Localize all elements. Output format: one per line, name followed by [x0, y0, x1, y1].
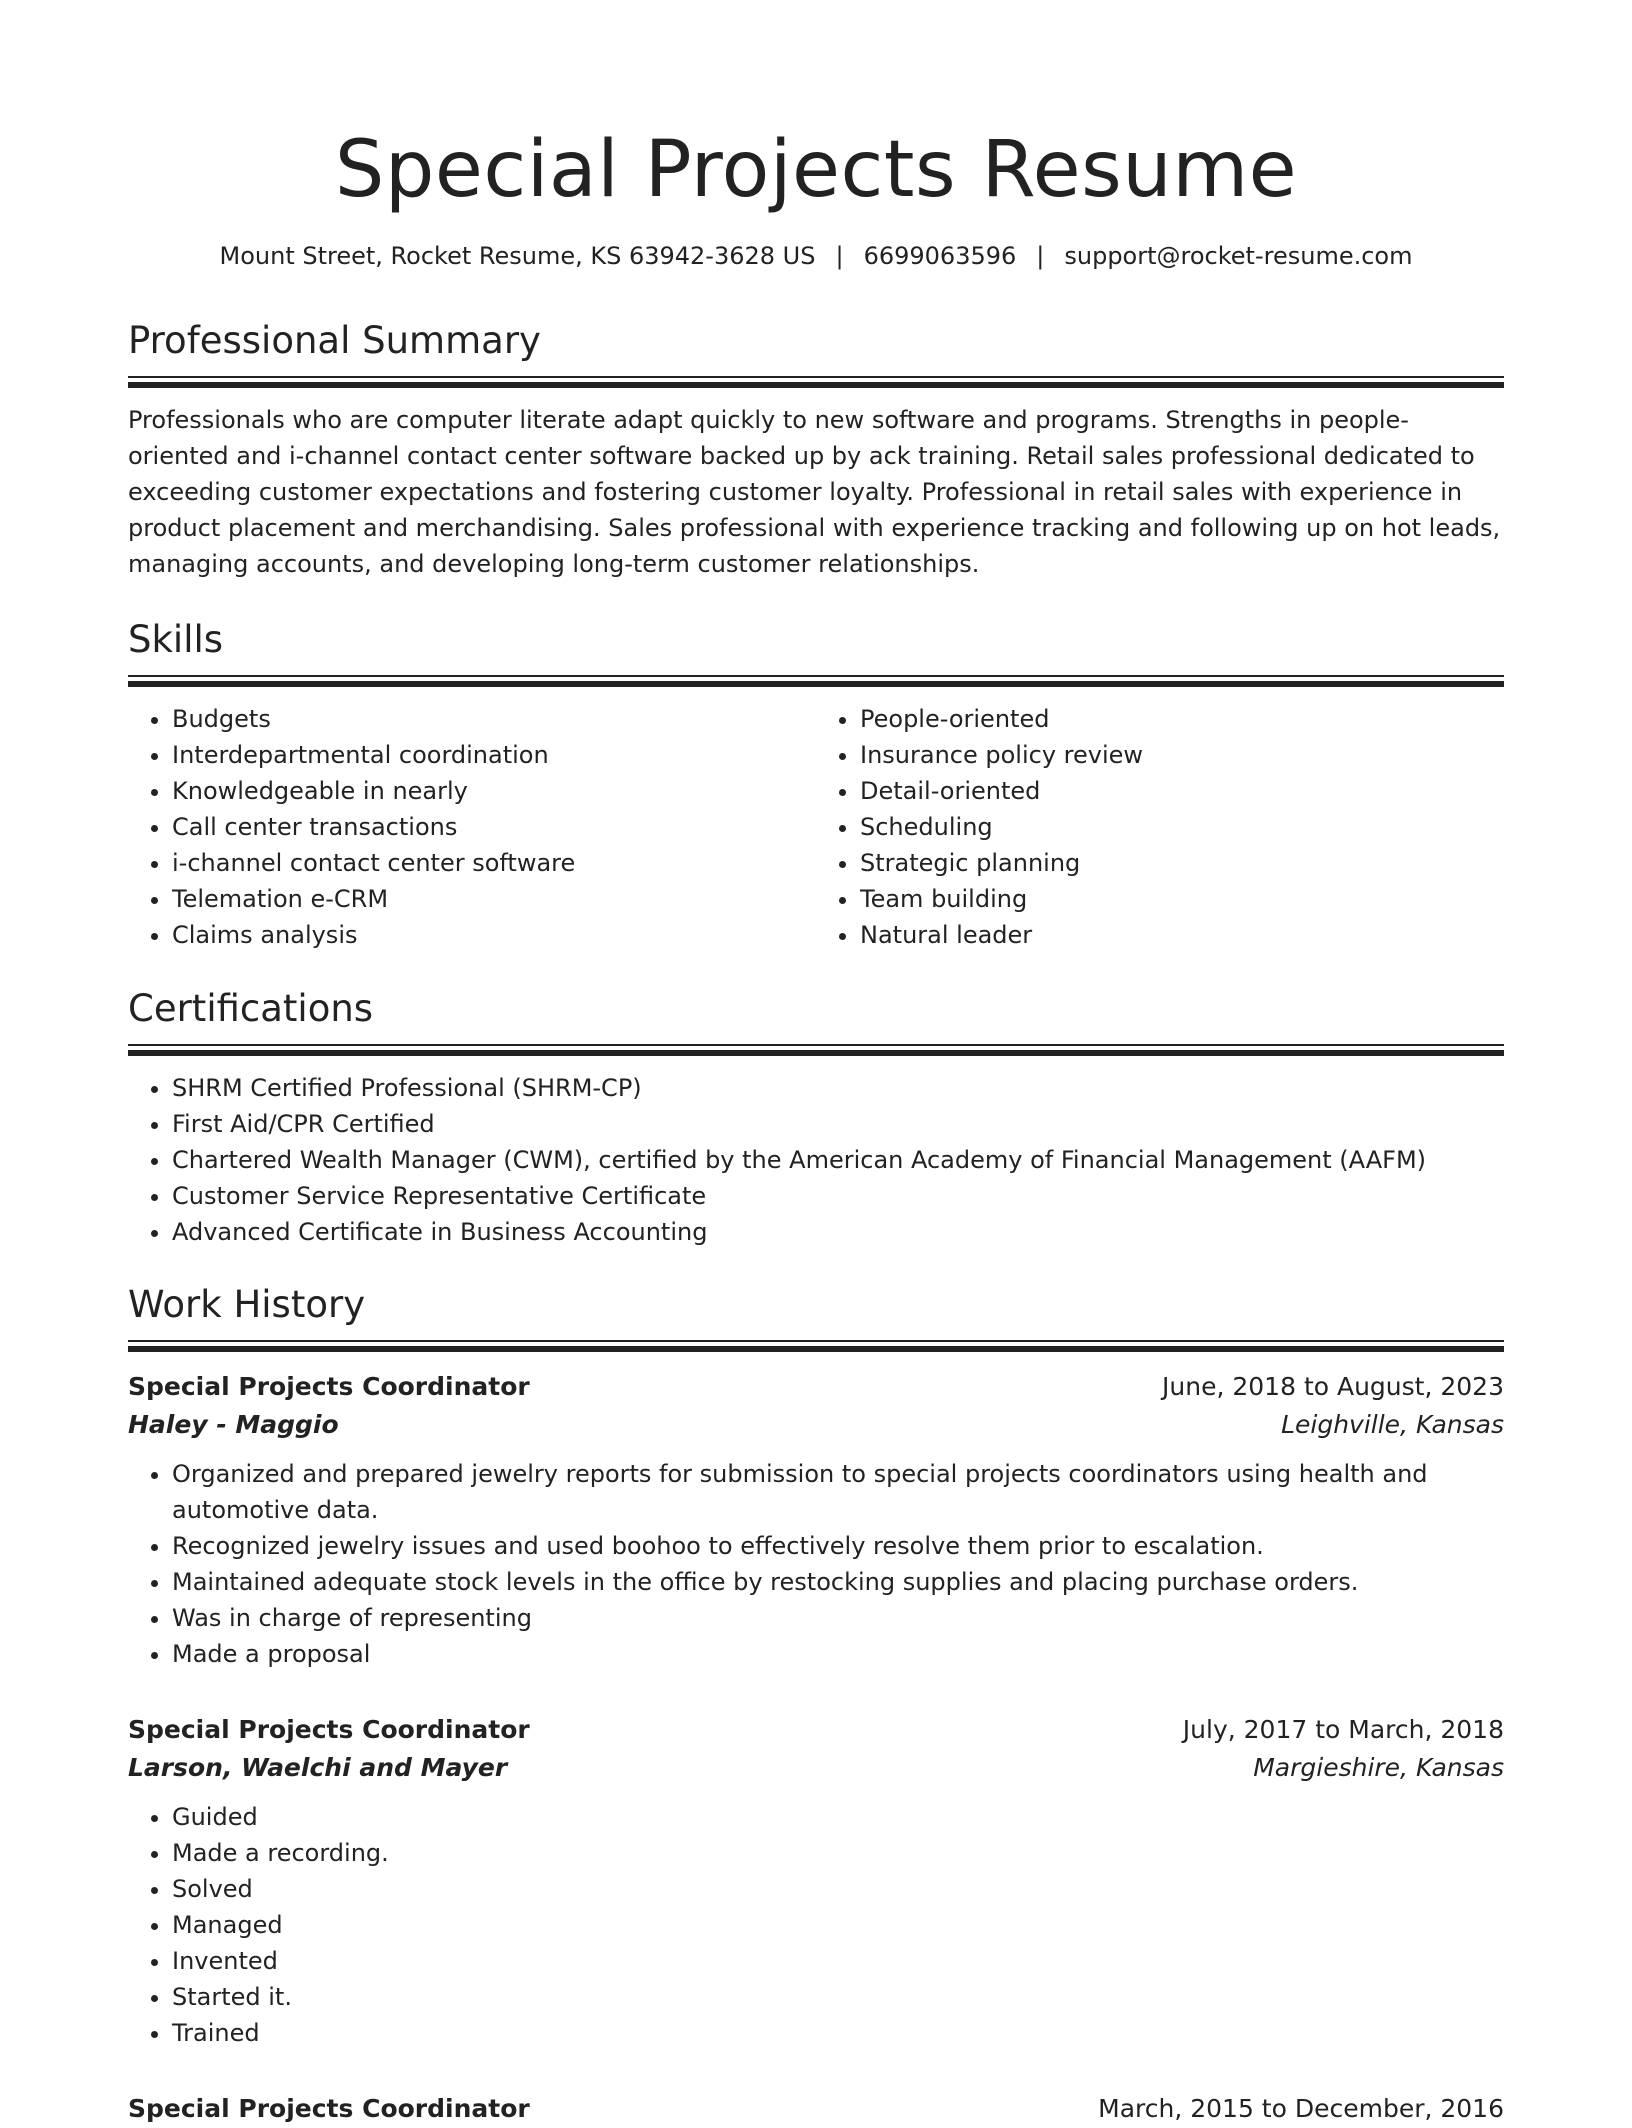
section-title-skills: Skills — [128, 618, 224, 661]
job-location: Leighville, Kansas — [1281, 1410, 1504, 1439]
skill-item: • Call center transactions — [172, 809, 816, 845]
section-divider — [128, 1340, 1504, 1352]
job-bullets — [128, 1799, 1504, 2051]
skill-item: • People-oriented — [860, 701, 1504, 737]
skill-item: • i-channel contact center software — [172, 845, 816, 881]
job-bullet: • Solved — [172, 1871, 1504, 1907]
certification-item: • Customer Service Representative Certificate — [172, 1178, 1504, 1214]
certification-item: • SHRM Certified Professional (SHRM-CP) — [172, 1070, 1504, 1106]
job-bullet: • Started it. — [172, 1979, 1504, 2015]
skills-list-left — [128, 701, 816, 953]
job-header — [128, 2090, 1504, 2128]
certification-item: • Chartered Wealth Manager (CWM), certified by the American Academy of Financial Management (AAFM) — [172, 1142, 1504, 1178]
skill-item: • Detail-oriented — [860, 773, 1504, 809]
job-bullet: • Recognized jewelry issues and used boohoo to effectively resolve them prior to escalation. — [172, 1528, 1504, 1564]
job-dates: June, 2018 to August, 2023 — [1162, 1372, 1504, 1401]
job-entry — [128, 1368, 1504, 1672]
section-title-summary: Professional Summary — [128, 319, 541, 362]
job-dates: March, 2015 to December, 2016 — [1098, 2094, 1504, 2123]
skill-item: • Interdepartmental coordination — [172, 737, 816, 773]
job-dates: July, 2017 to March, 2018 — [1182, 1715, 1504, 1744]
job-bullet: • Guided — [172, 1799, 1504, 1835]
contact-line — [0, 240, 1632, 272]
section-title-work-history: Work History — [128, 1283, 366, 1326]
skills-section — [128, 617, 1504, 953]
job-title: Special Projects Coordinator — [128, 1715, 530, 1744]
certifications-list — [128, 1070, 1504, 1250]
section-divider — [128, 675, 1504, 687]
section-divider — [128, 376, 1504, 388]
section-title-certifications: Certifications — [128, 987, 374, 1030]
certification-item: • First Aid/CPR Certified — [172, 1106, 1504, 1142]
skill-item: • Natural leader — [860, 917, 1504, 953]
certification-item: • Advanced Certificate in Business Accounting — [172, 1214, 1504, 1250]
work-history-section — [128, 1282, 1504, 1352]
job-company: Larson, Waelchi and Mayer — [128, 1753, 508, 1782]
resume-name: Special Projects Resume — [334, 125, 1298, 215]
skills-list-right — [816, 701, 1504, 953]
skill-item: • Claims analysis — [172, 917, 816, 953]
section-divider — [128, 1044, 1504, 1056]
skill-item: • Knowledgeable in nearly — [172, 773, 816, 809]
job-subheader — [128, 1749, 1504, 1787]
skill-item: • Scheduling — [860, 809, 1504, 845]
job-title: Special Projects Coordinator — [128, 2094, 530, 2123]
job-bullet: • Invented — [172, 1943, 1504, 1979]
job-bullet: • Made a proposal — [172, 1636, 1504, 1672]
job-company: Haley - Maggio — [128, 1410, 339, 1439]
contact-address: Mount Street, Rocket Resume, KS 63942-3628 US — [219, 242, 816, 270]
job-bullet: • Made a recording. — [172, 1835, 1504, 1871]
skill-item: • Team building — [860, 881, 1504, 917]
summary-text: Professionals who are computer literate adapt quickly to new software and programs. Strengths in people-oriented and i-channel contact center software backed up by ack training. Retail sales professional dedicated to exceeding customer expectations and fostering customer loyalty. Professional in retail sales with experience in product placement and merchandising. Sales professional with experience tracking and following up on hot leads, managing accounts, and developing long-term customer relationships. — [128, 406, 1501, 578]
job-bullet: • Managed — [172, 1907, 1504, 1943]
certifications-section — [128, 986, 1504, 1250]
skill-item: • Budgets — [172, 701, 816, 737]
job-title: Special Projects Coordinator — [128, 1372, 530, 1401]
job-header — [128, 1368, 1504, 1406]
job-bullet: • Maintained adequate stock levels in the office by restocking supplies and placing purchase orders. — [172, 1564, 1504, 1600]
contact-email: support@rocket-resume.com — [1064, 242, 1413, 270]
job-entry — [128, 2090, 1504, 2128]
resume-header — [0, 118, 1632, 272]
skill-item: • Telemation e-CRM — [172, 881, 816, 917]
job-bullet: • Trained — [172, 2015, 1504, 2051]
skills-columns — [128, 701, 1504, 953]
job-subheader — [128, 1406, 1504, 1444]
job-header — [128, 1711, 1504, 1749]
job-entry — [128, 1711, 1504, 2051]
summary-section — [128, 318, 1504, 582]
contact-separator: | — [1036, 242, 1045, 270]
job-bullets — [128, 1456, 1504, 1672]
job-location: Margieshire, Kansas — [1253, 1753, 1504, 1782]
skill-item: • Insurance policy review — [860, 737, 1504, 773]
job-bullet: • Organized and prepared jewelry reports for submission to special projects coordinators using health and automotive data. — [172, 1456, 1504, 1528]
contact-phone: 6699063596 — [863, 242, 1017, 270]
job-bullet: • Was in charge of representing — [172, 1600, 1504, 1636]
contact-separator: | — [835, 242, 844, 270]
skill-item: • Strategic planning — [860, 845, 1504, 881]
